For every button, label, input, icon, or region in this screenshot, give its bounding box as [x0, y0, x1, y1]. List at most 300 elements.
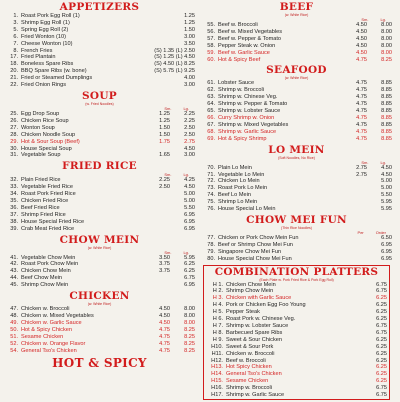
menu-item: [4, 334, 195, 341]
item-name: Sweet & Sour Chicken: [226, 336, 282, 343]
item-name: Chicken w. Garlic Sauce: [21, 319, 82, 326]
item-name: Sweet & Sour Pork: [226, 343, 274, 350]
item-price-large: 8.85: [381, 80, 392, 87]
item-number: 43.: [10, 268, 18, 275]
menu-item: [4, 61, 195, 68]
item-price: 6.75: [376, 329, 387, 336]
item-price: 3.00: [184, 82, 195, 89]
item-price: 6.25: [376, 295, 387, 302]
soup-title: SOUP: [82, 89, 117, 102]
menu-item: [206, 364, 387, 371]
menu-item: [4, 41, 195, 48]
chicken-section: [4, 291, 195, 354]
item-price-large: 8.00: [381, 28, 392, 35]
item-number: 29.: [10, 138, 18, 145]
size-header: Sm.: [164, 172, 172, 178]
item-price-large: 3.00: [184, 152, 195, 159]
menu-item: [4, 13, 195, 20]
item-price-large: 8.85: [381, 128, 392, 135]
item-number: 55.: [207, 22, 215, 28]
item-price: (S) 1.25 (L) 4.50: [154, 54, 195, 61]
item-number: 79.: [207, 248, 215, 255]
item-price-large: 8.85: [381, 87, 392, 94]
item-name: House Special Chow Mei Fun: [218, 255, 292, 262]
item-number: 76.: [207, 206, 215, 213]
menu-item: [4, 75, 195, 82]
item-name: Curry Shrimp w. Onion: [218, 114, 275, 121]
item-price-small: 2.75: [356, 171, 367, 178]
item-number: 50.: [10, 326, 18, 333]
item-price-large: 5.00: [184, 198, 195, 205]
combination-platters-subtitle: (Each Plate w. Pork Fried Rice & Pork Egg Roll): [259, 277, 334, 282]
appetizers-title: APPETIZERS: [59, 1, 140, 13]
combination-platters-title: COMBINATION PLATTERS: [214, 265, 379, 278]
menu-item: [201, 101, 392, 108]
item-price-large: 2.50: [184, 124, 195, 131]
item-name: Lobster Sauce: [218, 80, 255, 87]
item-number: 30.: [10, 145, 18, 152]
chow-mei-fun-section: [201, 215, 392, 263]
item-number: 42.: [10, 261, 18, 268]
item-number: 59.: [207, 49, 215, 56]
menu-item: [4, 212, 195, 219]
item-name: Chicken w. Mixed Vegetables: [21, 313, 94, 319]
item-name: French Fries: [21, 47, 53, 54]
item-price-large: 8.00: [184, 319, 195, 326]
item-price-small: 1.75: [159, 138, 170, 145]
item-price-small: 4.75: [356, 108, 367, 115]
item-price-small: 2.50: [159, 184, 170, 191]
item-name: Beef Chow Mein: [21, 275, 63, 282]
item-price: 6.75: [376, 288, 387, 295]
item-price-large: 5.00: [381, 185, 392, 192]
item-price-small: 4.75: [356, 87, 367, 94]
item-price: 3.00: [184, 33, 195, 40]
item-price-small: 4.75: [356, 121, 367, 128]
menu-item: [201, 256, 392, 263]
item-number: H 4.: [212, 302, 223, 309]
item-price-small: 4.50: [356, 35, 367, 42]
seafood-subtitle: (w. White Rice): [284, 76, 309, 81]
item-price: 6.75: [376, 281, 387, 288]
menu-item: [206, 295, 387, 302]
item-number: 47.: [10, 306, 18, 313]
menu-item: [201, 108, 392, 115]
menu-item: [201, 57, 392, 64]
combination-platters-section: [203, 265, 390, 400]
item-name: Chicken Noodle Soup: [21, 131, 76, 138]
item-name: Barbecued Spare Ribs: [226, 329, 283, 336]
item-price-large: 8.00: [381, 22, 392, 28]
menu-item: [4, 282, 195, 289]
menu-item: [206, 371, 387, 378]
item-price-small: 4.75: [159, 340, 170, 347]
item-name: Chicken w. Broccoli: [226, 350, 275, 357]
menu-item: [4, 118, 195, 125]
item-price-large: 8.85: [381, 94, 392, 101]
item-name: Chicken with Garlic Sauce: [226, 295, 292, 302]
hot-spicy-title: HOT & SPICY: [52, 356, 147, 371]
item-price: 6.75: [376, 385, 387, 392]
item-price-large: 8.00: [381, 35, 392, 42]
menu-item: [201, 136, 392, 143]
menu-item: [4, 68, 195, 75]
item-number: 68.: [207, 128, 215, 135]
item-number: H 6.: [212, 316, 223, 323]
item-name: Roast Pork Egg Roll (1): [21, 13, 80, 19]
chow-mein-section: [4, 235, 195, 290]
item-name: Wonton Soup: [21, 124, 55, 131]
item-name: Beef w. Broccoli: [226, 357, 266, 364]
menu-item: [206, 316, 387, 323]
menu-item: [4, 111, 195, 118]
item-name: Chicken Chow Mein: [21, 268, 71, 275]
menu-item: [201, 242, 392, 249]
item-name: Fried Onion Rings: [21, 82, 67, 89]
item-name: Shrimp w. Garlic Sauce: [218, 128, 277, 135]
item-price: 6.95: [381, 241, 392, 248]
item-number: 70.: [207, 164, 215, 171]
menu-item: [201, 50, 392, 57]
item-name: Chicken Chow Mein: [226, 281, 276, 288]
item-price-large: 8.25: [184, 326, 195, 333]
item-price-small: 4.75: [356, 80, 367, 87]
item-price-small: 4.75: [356, 135, 367, 142]
item-number: 48.: [10, 313, 18, 319]
item-name: Beef w. Pepper & Tomato: [218, 35, 282, 42]
item-price-small: 1.50: [159, 124, 170, 131]
item-number: 80.: [207, 255, 215, 262]
size-header: Per: [357, 229, 364, 235]
item-name: General Tso's Chicken: [21, 347, 77, 354]
item-number: 41.: [10, 254, 18, 261]
menu-item: [4, 219, 195, 226]
item-price-small: 1.25: [159, 117, 170, 124]
item-name: Hot & Sour Soup (Beef): [21, 138, 80, 145]
menu-item: [206, 344, 387, 351]
item-name: Roast Pork Lo Mein: [218, 185, 268, 192]
item-price: 6.25: [376, 350, 387, 357]
menu-item: [201, 192, 392, 199]
item-number: 38.: [10, 218, 18, 225]
item-price-large: 5.95: [381, 199, 392, 206]
item-number: 7.: [13, 40, 18, 47]
menu-item: [201, 36, 392, 43]
item-price-large: 4.25: [184, 177, 195, 184]
menu-item: [4, 205, 195, 212]
item-price: (S) 1.35 (L) 2.50: [154, 47, 195, 54]
item-price-large: 5.95: [381, 206, 392, 213]
item-number: 26.: [10, 117, 18, 124]
item-price-large: 8.00: [184, 313, 195, 319]
item-name: Shrimp w. Chinese Veg.: [218, 94, 278, 101]
menu-item: [4, 82, 195, 89]
item-number: 69.: [207, 135, 215, 142]
item-name: Shrimp w. Pepper & Tomato: [218, 101, 288, 108]
item-number: H17.: [211, 392, 223, 399]
seafood-section: [201, 65, 392, 142]
item-price-small: 4.75: [356, 114, 367, 121]
item-name: Vegetable Fried Rice: [21, 184, 73, 191]
chicken-title: CHICKEN: [69, 290, 130, 303]
item-number: 74.: [207, 192, 215, 199]
item-price: 6.25: [376, 336, 387, 343]
item-name: Shrimp w. Broccoli: [218, 87, 265, 94]
item-name: Cheese Wonton (10): [21, 40, 73, 47]
item-number: H10.: [211, 343, 223, 350]
menu-item: [201, 172, 392, 179]
item-price-small: 4.50: [356, 22, 367, 28]
item-price-large: 5.00: [381, 178, 392, 185]
item-number: 36.: [10, 204, 18, 211]
item-number: 77.: [207, 234, 215, 241]
menu-item: [201, 43, 392, 50]
item-price: 6.25: [376, 378, 387, 385]
item-name: BBQ Spare Ribs (w. bone): [21, 68, 87, 75]
menu-item: [4, 125, 195, 132]
item-name: Shrimp Chow Mein: [21, 282, 69, 289]
item-number: H 8.: [212, 329, 223, 336]
item-name: Shrimp Lo Mein: [218, 199, 258, 206]
item-number: 54.: [10, 347, 18, 354]
item-name: Hot & Spicy Beef: [218, 56, 261, 63]
item-price-small: 4.75: [356, 56, 367, 63]
menu-item: [201, 178, 392, 185]
item-name: House Special Fried Rice: [21, 218, 85, 225]
item-number: 28.: [10, 131, 18, 138]
item-price-large: 8.00: [184, 306, 195, 313]
item-number: 6.: [13, 33, 18, 40]
lo-mein-section: [201, 145, 392, 213]
item-price-large: 5.95: [184, 254, 195, 261]
item-name: Pepper Steak: [226, 309, 260, 316]
item-price-large: 2.75: [184, 138, 195, 145]
item-number: 75.: [207, 199, 215, 206]
menu-item: [201, 199, 392, 206]
item-price-large: 6.95: [184, 211, 195, 218]
item-price-large: 2.50: [184, 131, 195, 138]
item-price-large: 5.00: [184, 191, 195, 198]
item-number: 60.: [207, 56, 215, 63]
item-name: Chicken Lo Mein: [218, 178, 260, 185]
item-price-small: 4.50: [159, 319, 170, 326]
menu-item: [4, 27, 195, 34]
appetizers-section: [4, 2, 195, 89]
item-name: Hot Spicy Chicken: [226, 364, 272, 371]
menu-item: [4, 320, 195, 327]
item-number: H13.: [211, 364, 223, 371]
item-price-small: 1.50: [159, 131, 170, 138]
item-price-large: 8.00: [381, 49, 392, 56]
menu-item: [4, 327, 195, 334]
menu-item: [206, 351, 387, 358]
item-name: Shrimp Egg Roll (1): [21, 19, 70, 26]
menu-item: [206, 302, 387, 309]
item-number: 21.: [10, 75, 18, 82]
menu-item: [201, 129, 392, 136]
menu-item: [4, 306, 195, 313]
item-name: Sesame Chicken: [21, 333, 64, 340]
item-price-large: 8.25: [184, 347, 195, 354]
item-number: H11.: [211, 350, 223, 357]
lo-mein-title: LO MEIN: [268, 143, 325, 156]
item-number: H12.: [211, 357, 223, 364]
item-number: 32.: [10, 177, 18, 184]
item-name: Chicken w. Broccoli: [21, 306, 70, 313]
item-number: 78.: [207, 241, 215, 248]
item-number: 5.: [13, 26, 18, 33]
item-price: 1.25: [184, 19, 195, 26]
item-price-large: 4.50: [381, 164, 392, 171]
item-name: Beef w. Garlic Sauce: [218, 49, 270, 56]
chicken-subtitle: (w. White Rice): [87, 302, 112, 307]
size-header: Lg.: [183, 105, 189, 111]
item-number: 8.: [13, 47, 18, 54]
item-number: 58.: [207, 42, 215, 49]
item-price: 6.25: [376, 316, 387, 323]
menu-item: [4, 348, 195, 355]
item-number: 34.: [10, 191, 18, 198]
item-name: Chicken Fried Rice: [21, 198, 69, 205]
menu-item: [201, 122, 392, 129]
item-name: Roast Pork w. Chinese Veg.: [226, 316, 296, 323]
item-price-small: 3.75: [159, 261, 170, 268]
item-price-small: 2.25: [159, 177, 170, 184]
menu-item: [4, 20, 195, 27]
item-number: H 2.: [212, 288, 223, 295]
size-header: Order: [375, 229, 386, 235]
item-price-large: 8.85: [381, 121, 392, 128]
menu-item: [4, 54, 195, 61]
item-number: 65.: [207, 108, 215, 115]
item-name: Crab Meat Fried Rice: [21, 225, 75, 232]
item-name: Beef Fried Rice: [21, 204, 60, 211]
item-name: Plain Lo Mein: [218, 164, 252, 171]
item-price-small: 3.50: [159, 254, 170, 261]
item-number: 25.: [10, 110, 18, 117]
item-number: 35.: [10, 198, 18, 205]
item-name: Shrimp w. Broccoli: [226, 385, 273, 392]
item-price: 6.25: [376, 357, 387, 364]
menu-item: [201, 87, 392, 94]
beef-subtitle: (w. White Rice): [284, 13, 309, 17]
menu-item: [4, 146, 195, 153]
item-price-large: 4.50: [184, 184, 195, 191]
menu-item: [4, 139, 195, 146]
size-header: Lg.: [183, 172, 189, 178]
item-number: 22.: [10, 82, 18, 89]
item-number: 3.: [13, 19, 18, 26]
menu-item: [4, 198, 195, 205]
scroll-arrow-icon: [0, 384, 3, 396]
menu-item: [206, 392, 387, 399]
menu-item: [201, 185, 392, 192]
menu-item: [4, 132, 195, 139]
menu-item: [4, 313, 195, 320]
item-number: 57.: [207, 35, 215, 42]
size-header: Sm.: [164, 105, 172, 111]
item-price: 4.00: [184, 75, 195, 82]
beef-title: BEEF: [279, 1, 314, 13]
menu-item: [4, 255, 195, 262]
item-price-small: 1.25: [159, 110, 170, 117]
item-name: Singapore Chow Mei Fun: [218, 248, 282, 255]
item-name: Shrimp w. Lobster Sauce: [218, 108, 281, 115]
fried-rice-title: FRIED RICE: [62, 160, 137, 173]
menu-item: [4, 177, 195, 184]
item-number: H15.: [211, 378, 223, 385]
menu-item: [4, 268, 195, 275]
item-number: 52.: [10, 340, 18, 347]
item-name: Hot & Spicy Shrimp: [218, 135, 267, 142]
item-price: 6.25: [376, 364, 387, 371]
menu-item: [206, 330, 387, 337]
item-name: Fried Plantain: [21, 54, 56, 61]
menu-item: [206, 309, 387, 316]
item-number: 63.: [207, 94, 215, 101]
item-number: 67.: [207, 121, 215, 128]
menu-item: [4, 184, 195, 191]
menu-item: [4, 48, 195, 55]
item-price: 6.25: [376, 343, 387, 350]
soup-subtitle: (w. Fried Noodles): [85, 101, 114, 106]
item-name: Roast Pork Chow Mein: [21, 261, 79, 268]
item-name: Roast Pork Fried Rice: [21, 191, 76, 198]
item-number: 20.: [10, 68, 18, 75]
item-price-small: 4.75: [356, 101, 367, 108]
chow-mei-fun-subtitle: (Thin Rice Noodles): [281, 225, 312, 230]
item-name: Fried or Steamed Dumplings: [21, 75, 93, 82]
item-price-large: 6.95: [184, 225, 195, 232]
item-number: 1.: [13, 13, 18, 19]
menu-left-column: [4, 2, 195, 400]
item-name: Shrimp w. Garlic Sauce: [226, 392, 285, 399]
item-name: Vegetable Chow Mein: [21, 254, 76, 261]
menu-item: [201, 29, 392, 36]
item-number: H 9.: [212, 336, 223, 343]
item-number: 44.: [10, 275, 18, 282]
item-price-large: 6.95: [184, 282, 195, 289]
item-price: 6.95: [381, 255, 392, 262]
beef-section: [201, 2, 392, 63]
item-name: Sesame Chicken: [226, 378, 269, 385]
size-header: Sm.: [361, 17, 369, 22]
item-price-large: 6.25: [184, 268, 195, 275]
item-name: Beef Lo Mein: [218, 192, 251, 199]
item-name: House Special Soup: [21, 145, 72, 152]
item-name: Plain Fried Rice: [21, 177, 61, 184]
menu-item: [201, 80, 392, 87]
seafood-title: SEAFOOD: [266, 64, 327, 77]
item-name: Hot & Spicy Chicken: [21, 326, 72, 333]
item-price-small: 3.75: [159, 268, 170, 275]
item-price: (S) 5.75 (L) 9.25: [154, 68, 195, 75]
item-price: 6.75: [376, 323, 387, 329]
menu-item: [4, 226, 195, 233]
menu-right-column: [201, 2, 392, 400]
item-price-large: 6.25: [184, 261, 195, 268]
menu-item: [4, 191, 195, 198]
item-number: 18.: [10, 61, 18, 68]
item-name: Pork or Chicken Egg Foo Young: [226, 302, 306, 309]
menu-item: [201, 22, 392, 29]
fried-rice-section: [4, 161, 195, 232]
item-price-large: 8.85: [381, 135, 392, 142]
size-header: Lg.: [380, 17, 386, 22]
item-price-large: 6.95: [184, 218, 195, 225]
item-price-small: 4.75: [159, 333, 170, 340]
item-name: Shrimp Fried Rice: [21, 211, 66, 218]
